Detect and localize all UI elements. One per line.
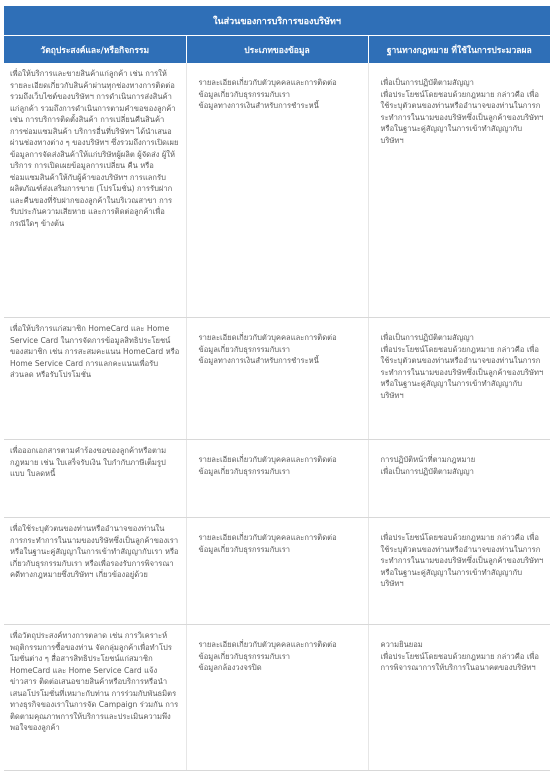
table-header-row — [4, 36, 550, 63]
data-type-item: รายละเอียดเกี่ยวกับตัวบุคคลและการติดต่อ — [198, 333, 337, 342]
header-data-type: ประเภทของข้อมูล — [186, 36, 368, 63]
cell-purpose: เพื่อให้บริการแก่สมาชิก HomeCard และ Home Service Card ในการจัดการข้อมูลสิทธิประโยชน์ของสมาชิก เช่น การสะสมคะแนน HomeCard หรือ Home Service Card การแลกคะแนนเพื่อรับส่วนลด หรือรับโปรโมชั่น — [4, 318, 186, 440]
data-type-item: ข้อมูลทางการเงินสำหรับการชำระหนี้ — [198, 356, 319, 365]
cell-legal-basis — [368, 518, 550, 625]
cell-purpose: เพื่อใช้ระบุตัวตนของท่านหรืออำนาจของท่านในการกระทำการในนามของบริษัทซึ่งเป็นลูกค้าของเรา หรือในฐานะคู่สัญญาในการเข้าทำสัญญากับเรา หรือเกี่ยวกับธุรกรรมกับเรา หรือเพื่อรองรับการพิจารณาคดีทางกฎหมายซึ่งบริษัทฯ เกี่ยวข้องอยู่ด้วย — [4, 518, 186, 625]
cell-legal-basis — [368, 440, 550, 518]
legal-basis-item: เพื่อเป็นการปฏิบัติตามสัญญา — [380, 333, 474, 342]
legal-basis-item: เพื่อประโยชน์โดยชอบด้วยกฎหมาย กล่าวคือ เพื่อใช้ระบุตัวตนของท่านหรืออำนาจของท่านในการกระทำการในนามของบริษัทซึ่งเป็นลูกค้าของบริษัทฯ หรือในฐานะคู่สัญญาในการเข้าทำสัญญากับบริษัทฯ — [380, 533, 544, 588]
table-title: ในส่วนของการบริการของบริษัทฯ — [4, 6, 550, 36]
legal-basis-item: ความยินยอม — [380, 640, 423, 649]
data-type-item: ข้อมูลเกี่ยวกับธุรกรรมกับเรา — [198, 544, 291, 554]
legal-basis-item: เพื่อประโยชน์โดยชอบด้วยกฎหมาย กล่าวคือ เพื่อใช้ระบุตัวตนของท่านหรืออำนาจของท่านในการกระทำการในนามของบริษัทซึ่งเป็นลูกค้าของบริษัทฯ หรือในฐานะคู่สัญญาในการเข้าทำสัญญากับบริษัทฯ — [380, 89, 544, 145]
data-processing-table — [4, 36, 550, 771]
data-type-item: รายละเอียดเกี่ยวกับตัวบุคคลและการติดต่อ — [198, 640, 337, 649]
cell-purpose: เพื่อออกเอกสารตามคำร้องขอของลูกค้าหรือตามกฎหมาย เช่น ใบเสร็จรับเงิน ใบกำกับภาษีเต็มรูปแบบ ใบลดหนี้ — [4, 440, 186, 518]
cell-data-type — [186, 63, 368, 318]
legal-basis-item: เพื่อเป็นการปฏิบัติตามสัญญา — [380, 466, 474, 476]
cell-legal-basis — [368, 63, 550, 318]
privacy-table-container — [4, 6, 550, 771]
legal-basis-item: การปฏิบัติหน้าที่ตามกฎหมาย — [380, 455, 476, 464]
data-type-item: ข้อมูลเกี่ยวกับธุรกรรมกับเรา — [198, 89, 291, 99]
table-row — [4, 625, 550, 771]
data-type-item: รายละเอียดเกี่ยวกับตัวบุคคลและการติดต่อ — [198, 455, 337, 464]
data-type-item: ข้อมูลทางการเงินสำหรับการชำระหนี้ — [198, 101, 319, 110]
cell-data-type — [186, 518, 368, 625]
cell-purpose: เพื่อให้บริการและขายสินค้าแก่ลูกค้า เช่น การให้รายละเอียดเกี่ยวกับสินค้าผ่านทุกช่องทางการติดต่อ รวมถึงเว็บไซต์ของบริษัทฯ การดำเนินการส่งสินค้าแก่ลูกค้า รวมถึงการดำเนินการตามคำขอของลูกค้า เช่น การบริการติดตั้งสินค้า การเปลี่ยนคืนสินค้า การซ่อมแซมสินค้า บริการอื่นที่บริษัทฯ ได้นำเสนอผ่านช่องทางต่าง ๆ ของบริษัทฯ ซึ่งรวมถึงการเปิดเผยข้อมูลการจัดส่งสินค้าให้แก่บริษัทผู้ผลิต ผู้จัดส่ง ผู้ให้บริการ การเปิดเผยข้อมูลการเปลี่ยน คืน หรือซ่อมแซมสินค้าให้กับผู้ค้าของบริษัทฯ การแลกรับผลิตภัณฑ์ส่งเสริมการขาย (โปรโมชั่น) การรับฝากและคืนของที่รับฝากของลูกค้าในบริเวณสาขา การรับประกันความเสียหาย และการติดต่อลูกค้าเพื่อกรณีใดๆ ข้างต้น — [4, 63, 186, 318]
data-type-item: ข้อมูลเกี่ยวกับธุรกรรมกับเรา — [198, 466, 291, 476]
cell-purpose: เพื่อวัตถุประสงค์ทางการตลาด เช่น การวิเคราะห์พฤติกรรมการซื้อของท่าน จัดกลุ่มลูกค้าเพื่อทำโปรโมชั่นต่าง ๆ สื่อสารสิทธิประโยชน์แก่สมาชิก HomeCard และ Home Service Card แจ้งข่าวสาร ติดต่อเสนอขายสินค้าหรือบริการหรือนำเสนอโปรโมชั่นที่เหมาะกับท่าน การร่วมกับพันธมิตรทางธุรกิจของเราในการจัด Campaign ร่วมกัน การติดตามคุณภาพการให้บริการและประเมินความพึงพอใจของลูกค้า — [4, 625, 186, 771]
table-row — [4, 318, 550, 440]
cell-legal-basis — [368, 318, 550, 440]
header-legal-basis: ฐานทางกฎหมาย ที่ใช้ในการประมวลผล — [368, 36, 550, 63]
data-type-item: ข้อมูลเกี่ยวกับธุรกรรมกับเรา — [198, 344, 291, 354]
legal-basis-item: เพื่อประโยชน์โดยชอบด้วยกฎหมาย กล่าวคือ เพื่อใช้ระบุตัวตนของท่านหรืออำนาจของท่านในการกระทำการในนามของบริษัทซึ่งเป็นลูกค้าของบริษัทฯ หรือในฐานะคู่สัญญาในการเข้าทำสัญญากับบริษัทฯ — [380, 344, 544, 400]
data-type-item: ข้อมูลกล้องวงจรปิด — [198, 663, 262, 672]
cell-data-type — [186, 440, 368, 518]
legal-basis-item: เพื่อประโยชน์โดยชอบด้วยกฎหมาย กล่าวคือ เพื่อการพิจารณาการให้บริการในอนาคตของบริษัทฯ — [380, 651, 539, 672]
table-row — [4, 518, 550, 625]
data-type-item: รายละเอียดเกี่ยวกับตัวบุคคลและการติดต่อ — [198, 533, 337, 542]
header-purpose: วัตถุประสงค์และ/หรือกิจกรรม — [4, 36, 186, 63]
table-row — [4, 440, 550, 518]
data-type-item: ข้อมูลเกี่ยวกับธุรกรรมกับเรา — [198, 651, 291, 661]
data-type-item: รายละเอียดเกี่ยวกับตัวบุคคลและการติดต่อ — [198, 78, 337, 87]
cell-data-type — [186, 318, 368, 440]
cell-data-type — [186, 625, 368, 771]
cell-legal-basis — [368, 625, 550, 771]
legal-basis-item: เพื่อเป็นการปฏิบัติตามสัญญา — [380, 78, 474, 87]
table-row — [4, 63, 550, 318]
